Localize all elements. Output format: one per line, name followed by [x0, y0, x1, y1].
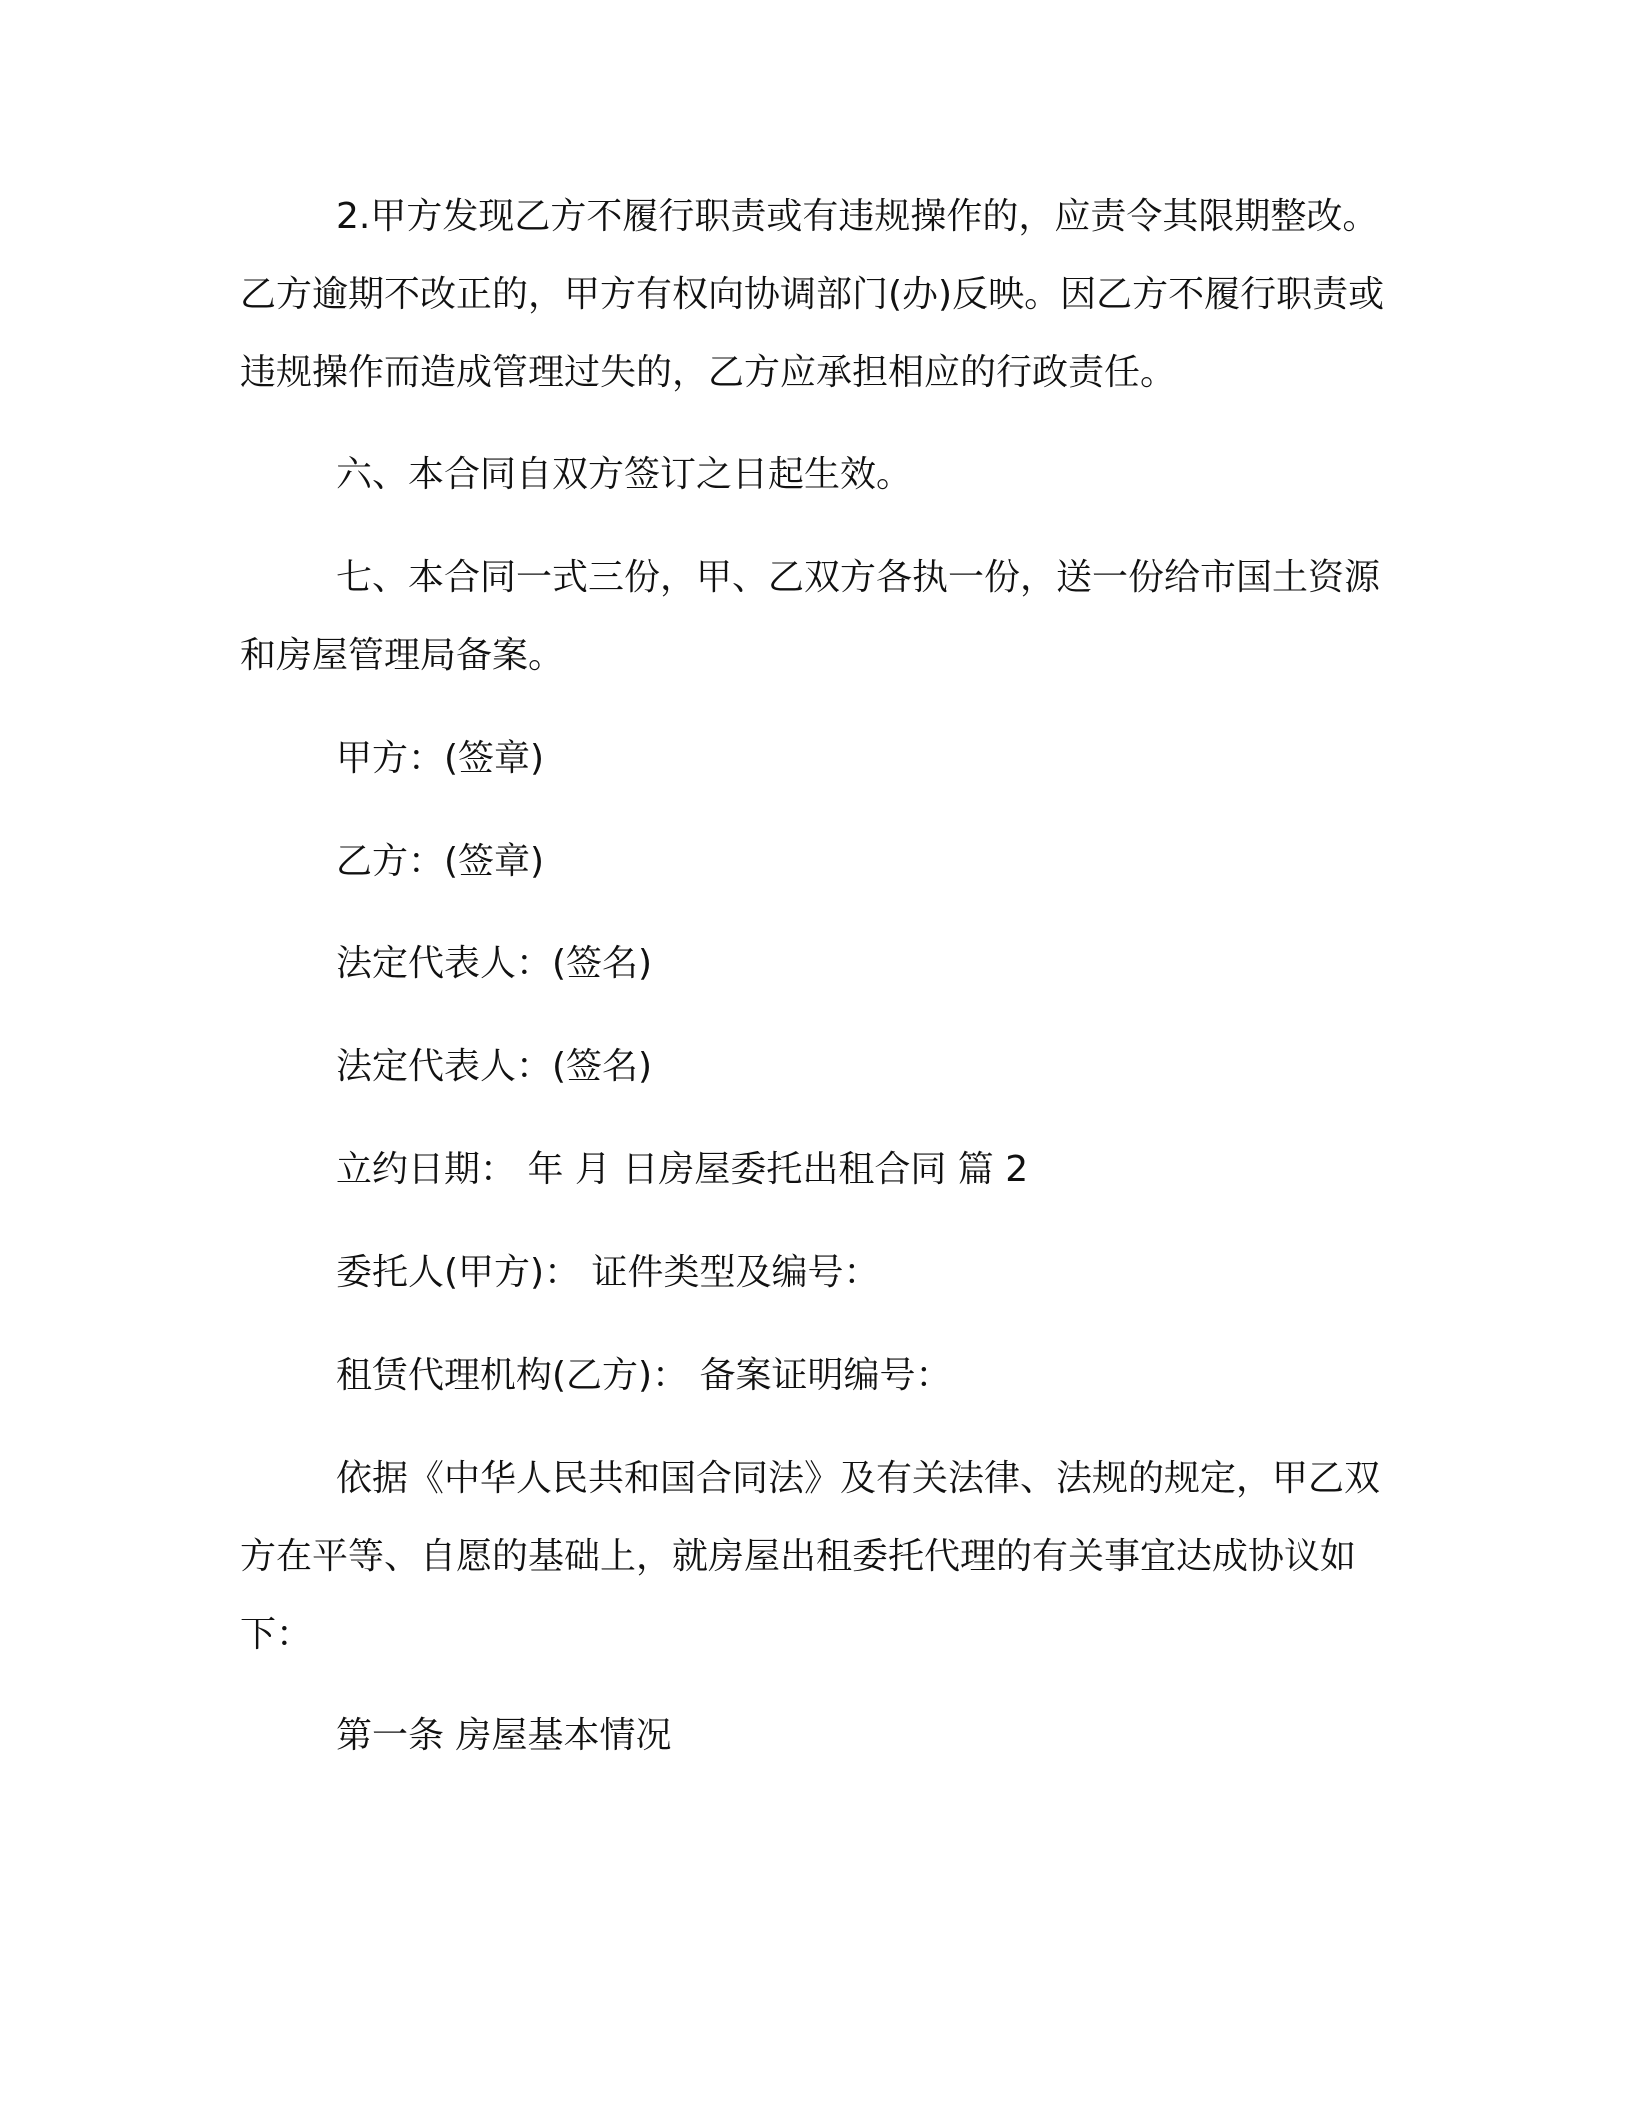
- legal-representative-a: 法定代表人：(签名): [336, 943, 653, 984]
- party-b-signature: 乙方：(签章): [336, 841, 545, 882]
- paragraph-clause-6: 六、本合同自双方签订之日起生效。: [336, 454, 913, 495]
- party-a-signature: 甲方：(签章): [336, 738, 545, 779]
- contract-date-and-heading: 立约日期： 年 月 日房屋委托出租合同 篇 2: [336, 1149, 1029, 1190]
- paragraph-clause-2: 2.甲方发现乙方不履行职责或有违规操作的，应责令其限期整改。乙方逾期不改正的，甲方有权向协调部门(办)反映。因乙方不履行职责或违规操作而造成管理过失的，乙方应承担相应的行政责任。: [240, 196, 1385, 393]
- article-1-heading: 第一条 房屋基本情况: [336, 1715, 672, 1756]
- paragraph-clause-7: 七、本合同一式三份，甲、乙双方各执一份，送一份给市国土资源和房屋管理局备案。: [240, 557, 1381, 676]
- principal-party-a: 委托人(甲方)： 证件类型及编号：: [336, 1252, 880, 1293]
- paragraph-legal-basis: 依据《中华人民共和国合同法》及有关法律、法规的规定，甲乙双方在平等、自愿的基础上，就房屋出租委托代理的有关事宜达成协议如下：: [240, 1458, 1381, 1655]
- legal-representative-b: 法定代表人：(签名): [336, 1046, 653, 1087]
- leasing-agency-party-b: 租赁代理机构(乙方)： 备案证明编号：: [336, 1355, 952, 1396]
